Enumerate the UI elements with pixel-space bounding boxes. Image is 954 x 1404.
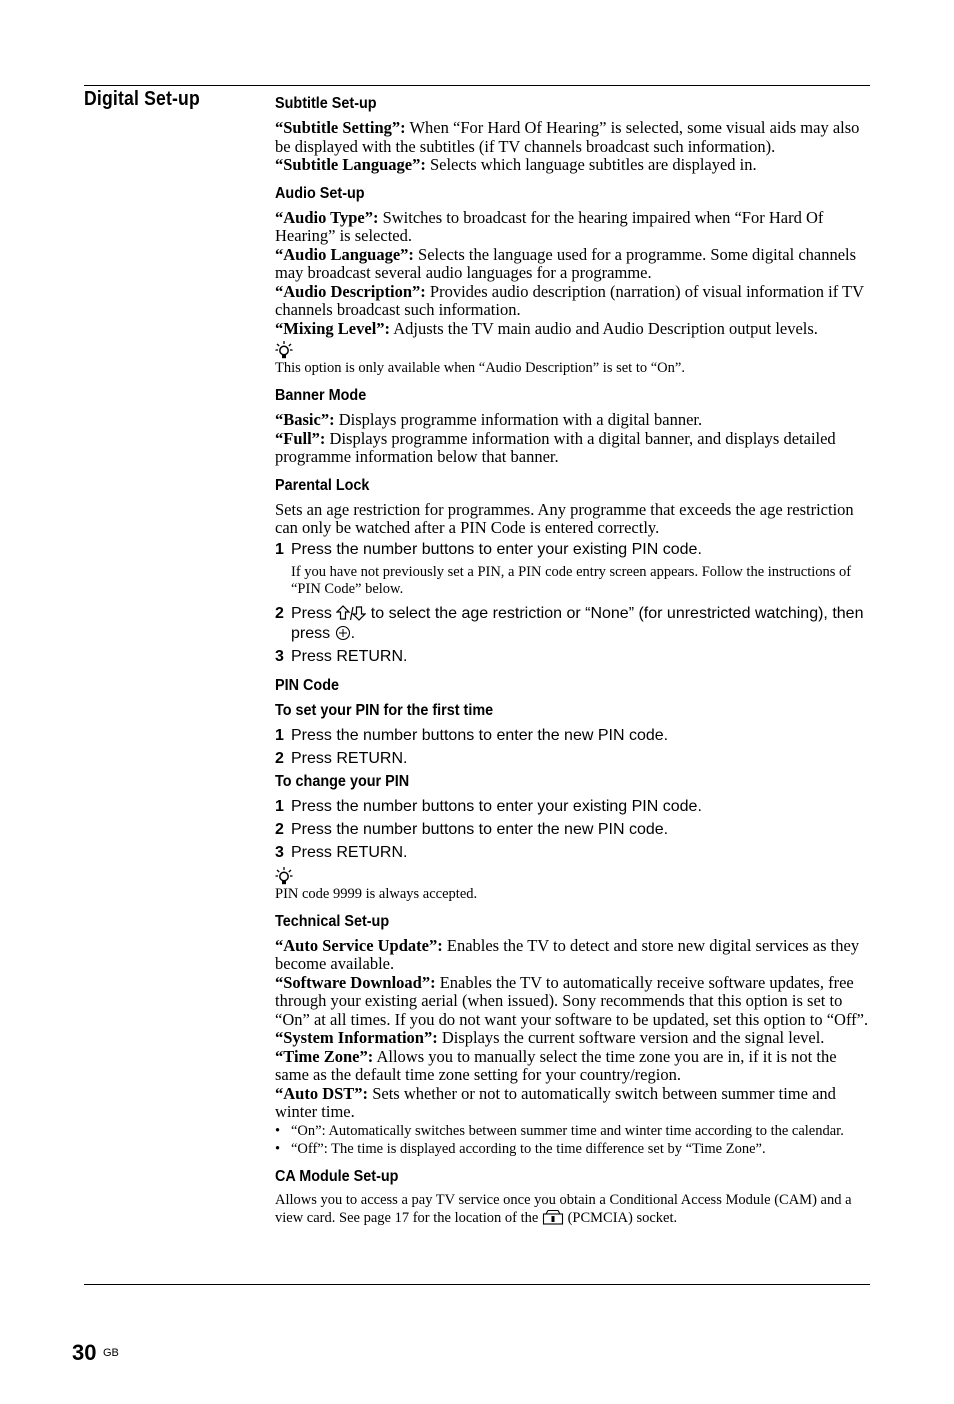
audio-language-paragraph: “Audio Language”: Selects the language used for a programme. Some digital channels may broadcast several audio languages for a programme.: [275, 244, 857, 282]
page-region-suffix: GB: [103, 1347, 119, 1359]
time-zone-paragraph: “Time Zone”: Allows you to manually select the time zone you are in, if it is not the same as the default time zone setting for your country/region.: [275, 1046, 837, 1084]
pin-first-step-1: 1 Press the number buttons to enter the new PIN code.: [275, 726, 669, 744]
system-information-paragraph: “System Information”: Displays the current software version and the signal level.: [275, 1028, 825, 1047]
pin-code-heading: PIN Code: [275, 676, 340, 694]
parental-lock-step-1-note: If you have not previously set a PIN, a PIN code entry screen appears. Follow the instructions of “PIN Code” below.: [291, 563, 852, 597]
bottom-rule: [84, 1284, 870, 1285]
pin-first-step-2: 2 Press RETURN.: [275, 749, 408, 767]
top-rule: [84, 85, 870, 86]
pin-tip-note: PIN code 9999 is always accepted.: [275, 885, 478, 902]
section-title: Digital Set-up: [84, 88, 200, 110]
audio-tip-note: This option is only available when “Audio Description” is set to “On”.: [275, 360, 685, 376]
parental-lock-intro: Sets an age restriction for programmes. Any programme that exceeds the age restriction can only be watched after a PIN Code is entered correctly.: [275, 499, 854, 537]
subtitle-setup-heading: Subtitle Set-up: [275, 95, 377, 112]
pin-change-step-3: 3 Press RETURN.: [275, 843, 408, 861]
mixing-level-paragraph: “Mixing Level”: Adjusts the TV main audio and Audio Description output levels.: [275, 318, 818, 338]
parental-lock-step-2: 2 Press to select the age restriction or “None” (for unrestricted watching), then press .: [275, 604, 864, 642]
banner-full-paragraph: “Full”: Displays programme information with a digital banner, and displays detailed programme information below that banner.: [275, 428, 836, 466]
audio-type-paragraph: “Audio Type”: Switches to broadcast for the hearing impaired when “For Hard Of Hearing” is selected.: [275, 207, 824, 245]
auto-dst-bullet-on: • “On”: Automatically switches between summer time and winter time according to the calendar.: [275, 1122, 844, 1139]
pcmcia-slot-icon: [542, 1209, 564, 1225]
page-number: 30: [72, 1340, 97, 1365]
content-column: [275, 94, 870, 1227]
pin-change-step-2: 2 Press the number buttons to enter the new PIN code.: [275, 820, 669, 838]
banner-basic-paragraph: “Basic”: Displays programme information with a digital banner.: [275, 410, 703, 429]
audio-setup-heading: Audio Set-up: [275, 184, 365, 202]
parental-lock-step-3: 3 Press RETURN.: [275, 647, 408, 665]
pin-change-heading: To change your PIN: [275, 772, 410, 790]
ca-module-paragraph: Allows you to access a pay TV service once you obtain a Conditional Access Module (CAM) and a view card. See page 17 for the location of the (PCMCIA) socket.: [275, 1191, 852, 1226]
subtitle-setting-paragraph: “Subtitle Setting”: When “For Hard Of Hearing” is selected, some visual aids may also be displayed with the subtitles (if TV channels broadcast such information).: [275, 118, 860, 156]
pin-change-step-1: 1 Press the number buttons to enter your existing PIN code.: [275, 797, 702, 815]
parental-lock-step-1: 1 Press the number buttons to enter your existing PIN code.: [275, 540, 702, 558]
auto-dst-paragraph: “Auto DST”: Sets whether or not to automatically switch between summer time and winter time.: [275, 1083, 836, 1121]
technical-setup-heading: Technical Set-up: [275, 912, 390, 930]
subtitle-language-paragraph: “Subtitle Language”: Selects which language subtitles are displayed in.: [275, 155, 757, 174]
parental-lock-heading: Parental Lock: [275, 476, 370, 494]
audio-description-paragraph: “Audio Description”: Provides audio description (narration) of visual information if TV channels broadcast such information.: [275, 281, 864, 319]
tip-lightbulb-icon: [275, 866, 293, 886]
auto-dst-bullet-off: • “Off”: The time is displayed according to the time difference set by “Time Zone”.: [275, 1140, 766, 1157]
auto-service-update-paragraph: “Auto Service Update”: Enables the TV to detect and store new digital services as they become available.: [275, 935, 860, 973]
banner-mode-heading: Banner Mode: [275, 387, 367, 404]
enter-button-icon: [335, 625, 351, 641]
software-download-paragraph: “Software Download”: Enables the TV to automatically receive software updates, free through your existing aerial (when issued). Sony recommends that this option is set to “On” at all times. If you do not want your software to be updated, set this option to “Off”.: [275, 972, 869, 1029]
tip-lightbulb-icon: [275, 340, 293, 360]
pin-first-time-heading: To set your PIN for the first time: [275, 701, 494, 719]
ca-module-heading: CA Module Set-up: [275, 1167, 399, 1185]
up-down-arrow-icon: [336, 605, 366, 621]
